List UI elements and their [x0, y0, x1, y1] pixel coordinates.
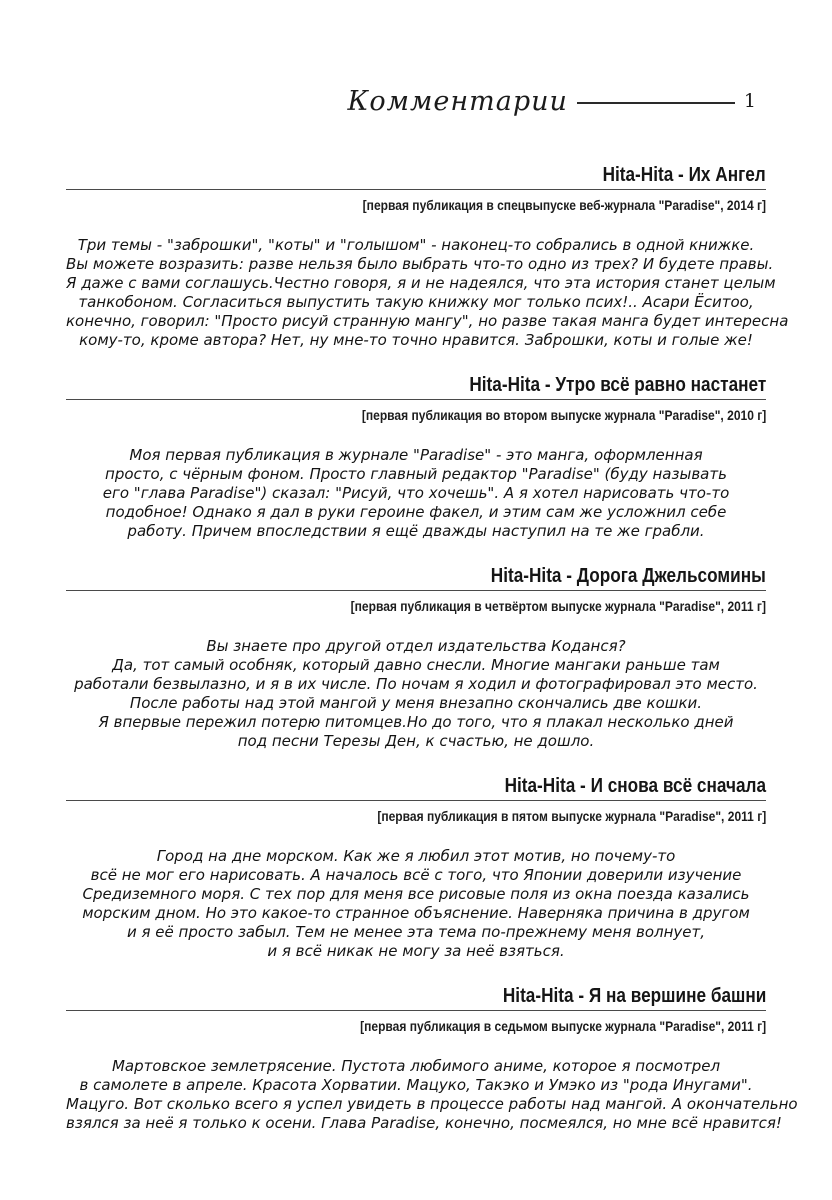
text-line: и я всё никак не могу за неё взяться. — [267, 942, 565, 960]
section-subtitle: [первая публикация в четвёртом выпуске журнала "Paradise", 2011 г] — [350, 598, 766, 614]
text-line: работали безвылазно, и я в их числе. По ночам я ходил и фотографировал это место. — [74, 675, 758, 693]
text-line: Мартовское землетрясение. Пустота любимого аниме, которое я посмотрел — [111, 1057, 721, 1075]
text-line: Мацуго. Вот сколько всего я успел увидеть в процессе работы над мангой. А окончательно — [66, 1095, 798, 1113]
section-title: Hita-Hita - Утро всё равно настанет — [469, 374, 766, 396]
text-line: морским дном. Но это какое-то странное объяснение. Наверняка причина в другом — [82, 904, 750, 922]
section-gelsomina-road — [66, 565, 766, 751]
section-top-of-the-tower — [66, 985, 798, 1133]
text-line: Город на дне морском. Как же я любил этот мотив, но почему-то — [156, 847, 676, 865]
section-body — [66, 847, 766, 961]
text-line: Три темы - "заброшки", "коты" и "голышом" - наконец-то собрались в одной книжке. — [77, 236, 755, 254]
section-title: Hita-Hita - Дорога Джельсомины — [491, 565, 766, 587]
section-title: Hita-Hita - И снова всё сначала — [504, 775, 766, 797]
text-line: После работы над этой мангой у меня внезапно скончались две кошки. — [129, 694, 703, 712]
text-line: подобное! Однако я дал в руки героине факел, и этим сам же усложнил себе — [105, 503, 727, 521]
section-divider-line — [66, 1010, 766, 1011]
section-their-angel — [66, 164, 789, 350]
text-line: взялся за неё я только к осени. Глава Paradise, конечно, посмеялся, но мне всё нравится! — [66, 1114, 782, 1132]
page-header — [0, 0, 832, 118]
section-divider-line — [66, 590, 766, 591]
text-line: всё не мог его нарисовать. А началось всё с того, что Японии доверили изучение — [90, 866, 742, 884]
text-line: танкобоном. Согласиться выпустить такую книжку мог только псих!.. Асари Ёситоо, — [78, 293, 754, 311]
page-title: Комментарии — [347, 85, 568, 117]
text-line: конечно, говорил: "Просто рисуй странную мангу", но разве такая манга будет интересна — [66, 312, 789, 330]
section-divider-line — [66, 800, 766, 801]
section-body — [66, 236, 789, 350]
header-divider-line — [577, 102, 735, 104]
section-morning-will-come — [66, 374, 766, 541]
text-line: просто, с чёрным фоном. Просто главный редактор "Paradise" (буду называть — [105, 465, 727, 483]
text-line: в самолете в апреле. Красота Хорватии. Мацуко, Такэко и Умэко из "рода Инугами". — [79, 1076, 753, 1094]
section-body — [66, 1057, 798, 1133]
section-divider-line — [66, 399, 766, 400]
text-line: Вы можете возразить: разве нельзя было выбрать что-то одно из трех? И будете правы. — [66, 255, 774, 273]
text-line: Да, тот самый особняк, который давно снесли. Многие мангаки раньше там — [112, 656, 720, 674]
page-number: 1 — [743, 90, 756, 112]
text-line: Вы знаете про другой отдел издательства Коданся? — [206, 637, 626, 655]
section-subtitle: [первая публикация в седьмом выпуске журнала "Paradise", 2011 г] — [359, 1018, 766, 1034]
section-all-over-again — [66, 775, 766, 961]
text-line: Моя первая публикация в журнале "Paradise" - это манга, оформленная — [129, 446, 703, 464]
section-subtitle: [первая публикация в спецвыпуске веб-журнала "Paradise", 2014 г] — [362, 197, 766, 213]
text-line: Я впервые пережил потерю питомцев.Но до того, что я плакал несколько дней — [98, 713, 734, 731]
text-line: его "глава Paradise") сказал: "Рисуй, что хочешь". А я хотел нарисовать что-то — [102, 484, 730, 502]
text-line: и я её просто забыл. Тем не менее эта тема по-прежнему меня волнует, — [126, 923, 705, 941]
text-line: работу. Причем впоследствии я ещё дважды наступил на те же грабли. — [127, 522, 705, 540]
text-line: под песни Терезы Ден, к счастью, не дошло. — [237, 732, 595, 750]
text-line: кому-то, кроме автора? Нет, ну мне-то точно нравится. Заброшки, коты и голые же! — [79, 331, 753, 349]
section-subtitle: [первая публикация в пятом выпуске журнала "Paradise", 2011 г] — [377, 808, 766, 824]
section-subtitle: [первая публикация во втором выпуске журнала "Paradise", 2010 г] — [361, 407, 766, 423]
text-line: Средиземного моря. С тех пор для меня все рисовые поля из окна поезда казались — [82, 885, 750, 903]
section-title: Hita-Hita - Я на вершине башни — [502, 985, 766, 1007]
section-divider-line — [66, 189, 766, 190]
section-body — [66, 637, 766, 751]
text-line: Я даже с вами соглашусь.Честно говоря, я и не надеялся, что эта история станет целым — [66, 274, 776, 292]
page-content — [66, 164, 798, 1133]
section-body — [66, 446, 766, 541]
section-title: Hita-Hita - Их Ангел — [602, 164, 766, 186]
